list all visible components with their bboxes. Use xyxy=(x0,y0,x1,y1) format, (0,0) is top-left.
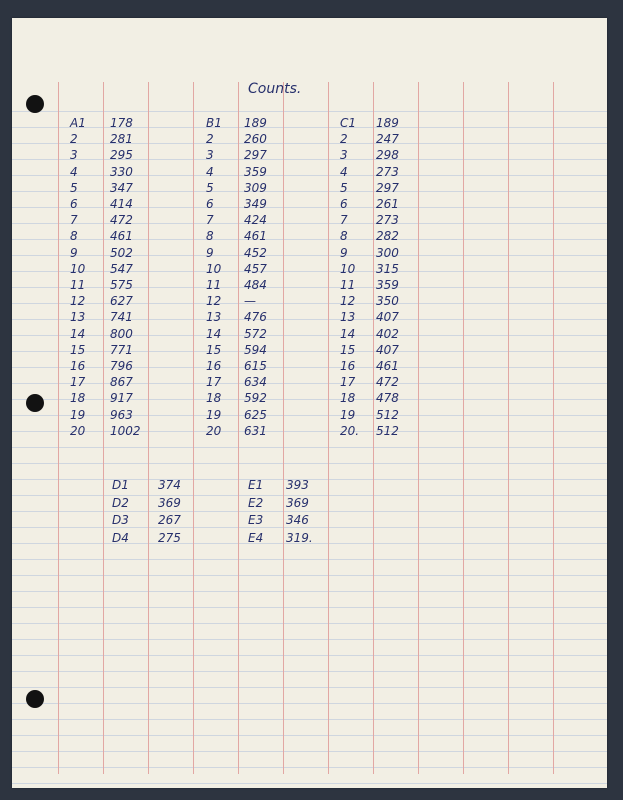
row-value-b: 309 xyxy=(244,180,267,195)
row-value-c: 478 xyxy=(376,391,399,406)
column-rule xyxy=(418,82,419,774)
row-value-b: 189 xyxy=(244,116,267,130)
row-value-c: 297 xyxy=(376,180,399,195)
row-label-b: 3 xyxy=(206,148,214,163)
row-label-d: D4 xyxy=(112,530,129,545)
ledger-sheet xyxy=(12,18,607,788)
row-value-a: 461 xyxy=(110,229,133,244)
row-value-c: 359 xyxy=(376,278,399,292)
row-value-c: 472 xyxy=(376,375,399,390)
row-label-a: 17 xyxy=(70,375,86,390)
row-label-a: 8 xyxy=(70,229,78,244)
row-value-a: 295 xyxy=(110,148,133,163)
row-value-b: 615 xyxy=(244,359,267,373)
row-label-b: 18 xyxy=(206,391,222,406)
row-label-a: 5 xyxy=(70,180,78,195)
row-value-d: 275 xyxy=(158,530,181,545)
row-value-d: 267 xyxy=(158,513,181,527)
row-value-b: 476 xyxy=(244,310,267,325)
column-rule xyxy=(148,82,149,774)
column-rule xyxy=(373,82,374,774)
row-value-c: 315 xyxy=(376,261,399,276)
row-value-c: 282 xyxy=(376,229,399,244)
row-value-c: 407 xyxy=(376,342,399,357)
row-label-b: 11 xyxy=(206,278,222,292)
column-rule xyxy=(193,82,194,774)
column-rule xyxy=(283,82,284,774)
row-value-c: 261 xyxy=(376,197,399,211)
punch-hole xyxy=(26,690,44,708)
row-value-b: 592 xyxy=(244,391,267,406)
row-label-c: 10 xyxy=(340,261,356,276)
row-value-b: 625 xyxy=(244,407,267,422)
row-value-e: 346 xyxy=(286,513,309,527)
row-value-a: 281 xyxy=(110,132,133,147)
row-label-a: 3 xyxy=(70,148,78,163)
row-label-b: 4 xyxy=(206,164,214,179)
row-label-b: 20 xyxy=(206,423,222,438)
row-value-b: 457 xyxy=(244,261,267,276)
row-value-a: 917 xyxy=(110,391,133,406)
row-value-b: 572 xyxy=(244,326,267,341)
row-label-a: 9 xyxy=(70,245,78,260)
row-label-b: 9 xyxy=(206,245,214,260)
row-label-b: 14 xyxy=(206,326,222,341)
row-label-a: 7 xyxy=(70,213,78,228)
row-value-b: 297 xyxy=(244,148,267,163)
row-label-a: 12 xyxy=(70,294,86,309)
row-label-a: 14 xyxy=(70,326,86,341)
row-value-c: 298 xyxy=(376,148,399,163)
row-value-c: 350 xyxy=(376,294,399,309)
row-value-a: 472 xyxy=(110,213,133,228)
row-label-c: C1 xyxy=(340,116,357,130)
row-value-b: 452 xyxy=(244,245,267,260)
column-rule xyxy=(238,82,239,774)
row-label-a: 6 xyxy=(70,197,78,211)
row-label-a: 19 xyxy=(70,407,86,422)
margin-rule xyxy=(58,82,59,774)
row-label-b: 13 xyxy=(206,310,222,325)
row-value-b: 359 xyxy=(244,164,267,179)
page-title: Counts. xyxy=(248,81,302,97)
row-value-a: 800 xyxy=(110,326,133,341)
row-value-e: 393 xyxy=(286,478,309,492)
row-value-a: 796 xyxy=(110,359,133,373)
row-label-a: 4 xyxy=(70,164,78,179)
row-value-c: 273 xyxy=(376,164,399,179)
row-label-e: E2 xyxy=(248,495,264,510)
row-value-c: 461 xyxy=(376,359,399,373)
row-value-e: 319. xyxy=(286,530,313,545)
row-label-e: E3 xyxy=(248,513,264,527)
row-label-d: D1 xyxy=(112,478,129,492)
row-value-b: 461 xyxy=(244,229,267,244)
row-value-a: 963 xyxy=(110,407,133,422)
row-value-a: 414 xyxy=(110,197,133,211)
row-value-a: 330 xyxy=(110,164,133,179)
row-value-c: 512 xyxy=(376,407,399,422)
row-label-c: 19 xyxy=(340,407,356,422)
row-label-c: 15 xyxy=(340,342,356,357)
row-label-c: 11 xyxy=(340,278,356,292)
column-rule xyxy=(508,82,509,774)
row-label-c: 18 xyxy=(340,391,356,406)
row-value-c: 189 xyxy=(376,116,399,130)
row-value-a: 771 xyxy=(110,342,133,357)
row-value-a: 547 xyxy=(110,261,133,276)
row-label-b: 19 xyxy=(206,407,222,422)
row-value-c: 273 xyxy=(376,213,399,228)
row-value-b: 634 xyxy=(244,375,267,390)
row-label-a: 16 xyxy=(70,359,86,373)
row-label-d: D2 xyxy=(112,495,129,510)
row-value-b: 631 xyxy=(244,423,267,438)
row-label-c: 16 xyxy=(340,359,356,373)
row-label-b: 12 xyxy=(206,294,222,309)
row-value-b: 349 xyxy=(244,197,267,211)
row-value-c: 402 xyxy=(376,326,399,341)
row-label-b: 15 xyxy=(206,342,222,357)
row-label-b: 2 xyxy=(206,132,214,147)
row-label-c: 2 xyxy=(340,132,348,147)
sheet-top-margin xyxy=(12,18,607,96)
row-label-b: 7 xyxy=(206,213,214,228)
row-label-b: B1 xyxy=(206,116,222,130)
row-value-c: 512 xyxy=(376,423,399,438)
row-label-c: 12 xyxy=(340,294,356,309)
row-label-b: 16 xyxy=(206,359,222,373)
row-label-e: E1 xyxy=(248,478,264,492)
row-label-a: 11 xyxy=(70,278,86,292)
row-label-a: 20 xyxy=(70,423,86,438)
row-label-b: 6 xyxy=(206,197,214,211)
column-rule xyxy=(553,82,554,774)
row-value-c: 300 xyxy=(376,245,399,260)
row-value-d: 369 xyxy=(158,495,181,510)
row-value-a: 575 xyxy=(110,278,133,292)
row-label-a: 2 xyxy=(70,132,78,147)
row-value-a: 502 xyxy=(110,245,133,260)
row-label-c: 5 xyxy=(340,180,348,195)
row-label-a: 10 xyxy=(70,261,86,276)
row-label-c: 13 xyxy=(340,310,356,325)
row-value-c: 247 xyxy=(376,132,399,147)
row-value-a: 867 xyxy=(110,375,133,390)
row-value-a: 1002 xyxy=(110,423,141,438)
row-value-e: 369 xyxy=(286,495,309,510)
row-value-d: 374 xyxy=(158,478,181,492)
row-label-c: 6 xyxy=(340,197,348,211)
row-value-a: 347 xyxy=(110,180,133,195)
row-label-c: 17 xyxy=(340,375,356,390)
row-label-b: 8 xyxy=(206,229,214,244)
row-label-c: 4 xyxy=(340,164,348,179)
row-label-e: E4 xyxy=(248,530,264,545)
row-label-c: 14 xyxy=(340,326,356,341)
row-value-b: 484 xyxy=(244,278,267,292)
column-rule xyxy=(103,82,104,774)
row-value-b: 260 xyxy=(244,132,267,147)
row-label-d: D3 xyxy=(112,513,129,527)
row-value-b: 424 xyxy=(244,213,267,228)
row-label-a: 18 xyxy=(70,391,86,406)
punch-hole xyxy=(26,394,44,412)
row-label-b: 5 xyxy=(206,180,214,195)
row-value-b: 594 xyxy=(244,342,267,357)
column-rule xyxy=(328,82,329,774)
row-value-a: 627 xyxy=(110,294,133,309)
row-value-b: — xyxy=(244,294,256,309)
row-label-c: 20. xyxy=(340,423,360,438)
row-label-c: 3 xyxy=(340,148,348,163)
column-rule xyxy=(463,82,464,774)
row-value-a: 178 xyxy=(110,116,133,130)
row-label-a: 15 xyxy=(70,342,86,357)
row-label-c: 7 xyxy=(340,213,348,228)
punch-hole xyxy=(26,95,44,113)
row-label-b: 10 xyxy=(206,261,222,276)
row-label-a: A1 xyxy=(70,116,86,130)
row-label-c: 8 xyxy=(340,229,348,244)
row-label-c: 9 xyxy=(340,245,348,260)
row-label-a: 13 xyxy=(70,310,86,325)
row-label-b: 17 xyxy=(206,375,222,390)
row-value-a: 741 xyxy=(110,310,133,325)
row-value-c: 407 xyxy=(376,310,399,325)
